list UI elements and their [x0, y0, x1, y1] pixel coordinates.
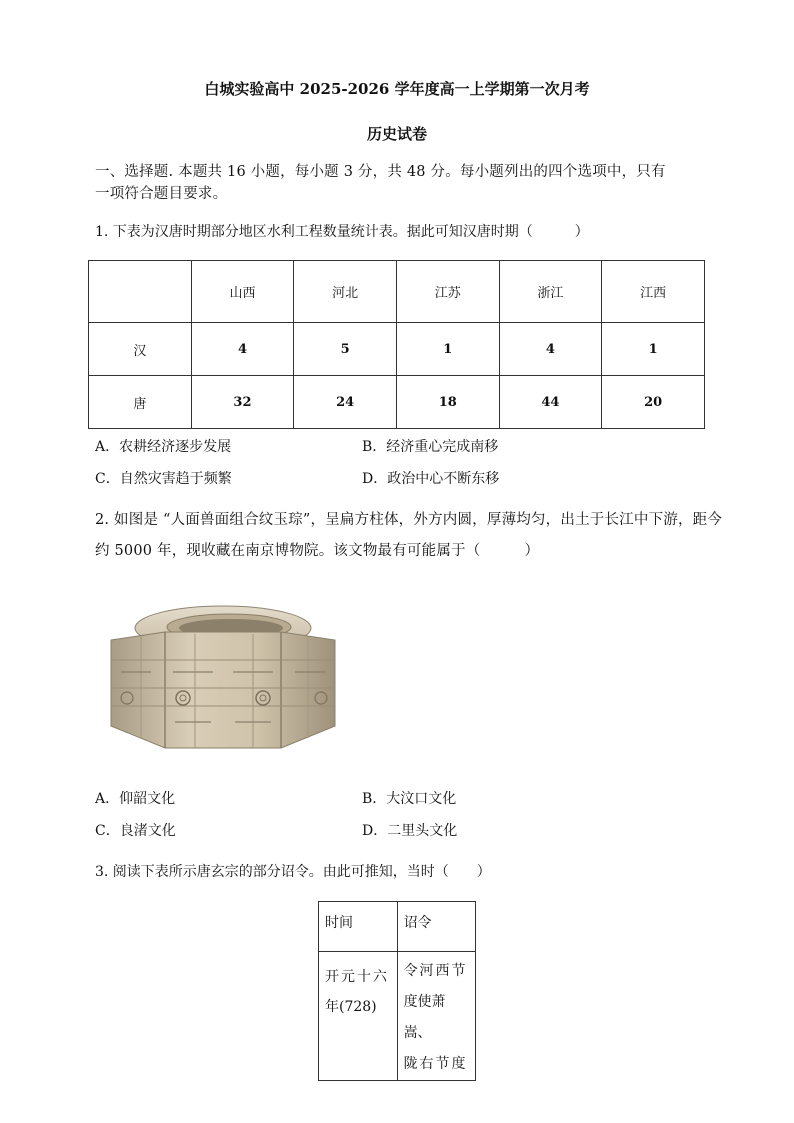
- q1-row-label: 汉: [89, 323, 192, 376]
- q2-option-b[interactable]: B．大汶口文化: [362, 791, 457, 807]
- jade-cong-image: [103, 598, 341, 768]
- q1-table-header-cell: [89, 261, 192, 323]
- q1-table-header-cell: 河北: [294, 261, 397, 323]
- q1-cell: 24: [294, 376, 397, 429]
- q1-cell: 32: [191, 376, 294, 429]
- q3-table-header-row: [319, 902, 476, 952]
- exam-title: 白城实验高中 2025-2026 学年度高一上学期第一次月考: [204, 80, 590, 98]
- section-instruction-line1: 一、选择题. 本题共 16 小题，每小题 3 分，共 48 分。每小题列出的四个选项中，只有: [95, 164, 666, 180]
- q1-table-header-cell: 浙江: [499, 261, 602, 323]
- q3-stem: 3. 阅读下表所示唐玄宗的部分诏令。由此可推知，当时（ ）: [95, 864, 491, 880]
- q1-option-c[interactable]: C．自然灾害趋于频繁: [95, 471, 232, 487]
- q3-edict-cell: [397, 952, 475, 1081]
- q3-time-line: 开元十六: [325, 969, 389, 985]
- q3-edict-line: 令河西节: [403, 963, 468, 979]
- table-row: [89, 376, 705, 429]
- q3-table: [318, 901, 476, 1081]
- q2-stem-line1: 2. 如图是 “人面兽面组合纹玉琮”，呈扁方柱体，外方内圆，厚薄均匀，出土于长江中下游，距今: [95, 512, 723, 528]
- q1-cell: 4: [499, 323, 602, 376]
- q2-option-d[interactable]: D．二里头文化: [362, 823, 458, 839]
- q1-option-b[interactable]: B．经济重心完成南移: [362, 439, 499, 455]
- q3-header-edict: 诏令: [397, 902, 475, 952]
- q1-option-d[interactable]: D．政治中心不断东移: [362, 471, 500, 487]
- q2-stem-line2: 约 5000 年，现收藏在南京博物院。该文物最有可能属于（ ）: [95, 543, 540, 559]
- q1-table-header-cell: 江西: [602, 261, 705, 323]
- q2-option-a[interactable]: A．仰韶文化: [95, 791, 176, 807]
- q1-row-label: 唐: [89, 376, 192, 429]
- q1-table: [88, 260, 705, 429]
- q1-cell: 44: [499, 376, 602, 429]
- q1-cell: 4: [191, 323, 294, 376]
- section-instruction-line2: 一项符合题目要求。: [95, 186, 228, 202]
- q1-cell: 1: [602, 323, 705, 376]
- table-row: [319, 952, 476, 1081]
- q1-stem: 1. 下表为汉唐时期部分地区水利工程数量统计表。据此可知汉唐时期（ ）: [95, 224, 589, 240]
- q1-table-header-cell: 江苏: [396, 261, 499, 323]
- q1-cell: 18: [396, 376, 499, 429]
- q1-cell: 1: [396, 323, 499, 376]
- exam-subtitle: 历史试卷: [366, 125, 427, 143]
- q1-cell: 20: [602, 376, 705, 429]
- q2-option-c[interactable]: C．良渚文化: [95, 823, 176, 839]
- q1-cell: 5: [294, 323, 397, 376]
- q1-table-header-cell: 山西: [191, 261, 294, 323]
- q3-header-time: 时间: [319, 902, 398, 952]
- q3-time-line: 年(728): [325, 999, 377, 1015]
- q3-edict-line: 度使萧嵩、: [403, 994, 446, 1041]
- q1-option-a[interactable]: A．农耕经济逐步发展: [95, 439, 232, 455]
- q3-edict-line: 陇右节度: [403, 1056, 468, 1072]
- q3-time-cell: [319, 952, 398, 1081]
- table-row: [89, 323, 705, 376]
- q1-table-header-row: [89, 261, 705, 323]
